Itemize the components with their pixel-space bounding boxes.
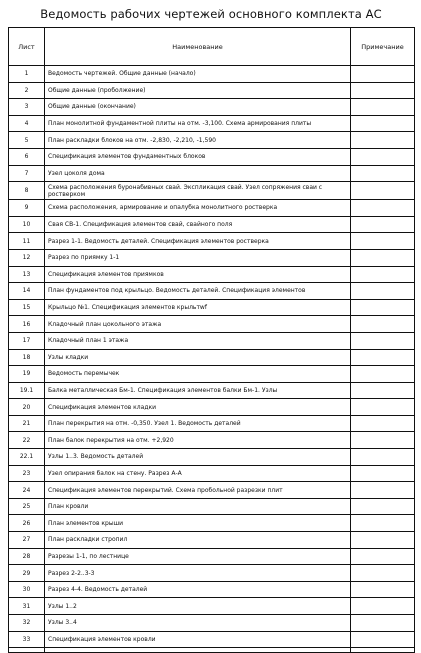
- row-name: Кладочный план 1 этажа: [45, 332, 351, 349]
- table-row: [9, 465, 415, 482]
- row-note: [351, 548, 415, 565]
- table-row: [9, 498, 415, 515]
- row-sheet-number: 15: [9, 299, 45, 316]
- row-note: [351, 415, 415, 432]
- table-row: [9, 399, 415, 416]
- row-sheet-number: 21: [9, 415, 45, 432]
- row-name: Разрез по приямку 1-1: [45, 249, 351, 266]
- row-note: [351, 515, 415, 532]
- row-name: Спецификация элементов перекрытий. Схема пробольной разрезки плит: [45, 482, 351, 499]
- row-note: [351, 200, 415, 217]
- row-note: [351, 399, 415, 416]
- page-title: Ведомость рабочих чертежей основного комплекта АС: [40, 7, 382, 21]
- drawings-table: [8, 27, 415, 653]
- table-row: [9, 532, 415, 549]
- row-note: [351, 283, 415, 300]
- table-row: [9, 449, 415, 466]
- table-row: [9, 182, 415, 200]
- row-name: Разрез 4-4. Ведомость деталей: [45, 581, 351, 598]
- row-sheet-number: 29: [9, 565, 45, 582]
- row-note: [351, 349, 415, 366]
- row-name: План раскладки стропил: [45, 532, 351, 549]
- row-sheet-number: 23: [9, 465, 45, 482]
- row-name: План балок перекрытия на отм. +2,920: [45, 432, 351, 449]
- row-note: [351, 82, 415, 99]
- row-note: [351, 66, 415, 83]
- table-row: [9, 266, 415, 283]
- table-row: [9, 66, 415, 83]
- row-name: Спецификация элементов фундаментных блоков: [45, 148, 351, 165]
- row-name: План перекрытия на отм. -0,350. Узел 1. Ведомость деталей: [45, 415, 351, 432]
- row-name: Узел опирания балок на стену. Разрез А-А: [45, 465, 351, 482]
- table-row: [9, 415, 415, 432]
- table-row: [9, 200, 415, 217]
- row-note: [351, 615, 415, 632]
- row-sheet-number: 32: [9, 615, 45, 632]
- row-sheet-number: 19: [9, 366, 45, 383]
- table-row: [9, 631, 415, 648]
- row-name: Балка металлическая Бм-1. Спецификация элементов балки Бм-1. Узлы: [45, 382, 351, 399]
- row-sheet-number: 18: [9, 349, 45, 366]
- row-note: [351, 498, 415, 515]
- row-note: [351, 631, 415, 648]
- row-name: Спецификация элементов приямков: [45, 266, 351, 283]
- table-row: [9, 233, 415, 250]
- row-name: Узлы 1..2: [45, 598, 351, 615]
- row-note: [351, 532, 415, 549]
- row-sheet-number: 7: [9, 165, 45, 182]
- row-sheet-number: 22: [9, 432, 45, 449]
- table-row: [9, 249, 415, 266]
- row-sheet-number: 14: [9, 283, 45, 300]
- row-sheet-number: 11: [9, 233, 45, 250]
- table-row: [9, 99, 415, 116]
- row-sheet-number: 22.1: [9, 449, 45, 466]
- header-note: Примечание: [351, 28, 415, 66]
- row-note: [351, 465, 415, 482]
- row-note: [351, 366, 415, 383]
- row-sheet-number: 2: [9, 82, 45, 99]
- table-row: [9, 115, 415, 132]
- table-row: [9, 598, 415, 615]
- table-row: [9, 515, 415, 532]
- row-sheet-number: 12: [9, 249, 45, 266]
- row-note: [351, 332, 415, 349]
- table-row: [9, 132, 415, 149]
- row-sheet-number: 25: [9, 498, 45, 515]
- row-note: [351, 132, 415, 149]
- table-row: [9, 366, 415, 383]
- row-name: Узлы кладки: [45, 349, 351, 366]
- row-sheet-number: 9: [9, 200, 45, 217]
- row-name: Узел цоколя дома: [45, 165, 351, 182]
- row-note: [351, 482, 415, 499]
- row-sheet-number: 30: [9, 581, 45, 598]
- row-sheet-number: 27: [9, 532, 45, 549]
- table-body: [9, 66, 415, 653]
- row-note: [351, 598, 415, 615]
- table-row: [9, 581, 415, 598]
- row-sheet-number: 13: [9, 266, 45, 283]
- row-sheet-number: 31: [9, 598, 45, 615]
- row-name: План фундаментов под крыльцо. Ведомость деталей. Спецификация элементов: [45, 283, 351, 300]
- row-note: [351, 165, 415, 182]
- row-sheet-number: 20: [9, 399, 45, 416]
- row-sheet-number: 19.1: [9, 382, 45, 399]
- row-name: Узлы 1..3. Ведомость деталей: [45, 449, 351, 466]
- row-note: [351, 266, 415, 283]
- row-note: [351, 99, 415, 116]
- row-note: [351, 382, 415, 399]
- table-row: [9, 332, 415, 349]
- row-name: Узлы 3..4: [45, 615, 351, 632]
- row-name: План раскладки блоков на отм. -2,830, -2,210, -1,590: [45, 132, 351, 149]
- table-row: [9, 148, 415, 165]
- row-note: [351, 432, 415, 449]
- table-row: [9, 299, 415, 316]
- header-sheet: Лист: [9, 28, 45, 66]
- row-sheet-number: 10: [9, 216, 45, 233]
- row-name: План монолитной фундаментной плиты на отм. -3,100. Схема армирования плиты: [45, 115, 351, 132]
- row-name: Спецификация элементов кровли: [45, 631, 351, 648]
- table-row: [9, 82, 415, 99]
- table-row: [9, 316, 415, 333]
- row-name: Ведомость перемычек: [45, 366, 351, 383]
- table-row: [9, 165, 415, 182]
- table-row: [9, 216, 415, 233]
- row-note: [351, 233, 415, 250]
- row-name: План элементов крыши: [45, 515, 351, 532]
- row-note: [351, 148, 415, 165]
- row-name: Свая СВ-1. Спецификация элементов свай, свайного поля: [45, 216, 351, 233]
- table-row: [9, 382, 415, 399]
- row-name: Схема расположения, армирование и опалубка монолитного ростверка: [45, 200, 351, 217]
- row-sheet-number: 33: [9, 631, 45, 648]
- row-note: [351, 316, 415, 333]
- empty-cell: [9, 648, 45, 653]
- row-note: [351, 216, 415, 233]
- row-sheet-number: 5: [9, 132, 45, 149]
- row-note: [351, 449, 415, 466]
- empty-cell: [351, 648, 415, 653]
- row-sheet-number: 17: [9, 332, 45, 349]
- row-note: [351, 182, 415, 200]
- table-row: [9, 482, 415, 499]
- row-note: [351, 565, 415, 582]
- row-name: Разрезы 1-1, по лестнице: [45, 548, 351, 565]
- row-sheet-number: 4: [9, 115, 45, 132]
- table-row: [9, 548, 415, 565]
- row-name: Крыльцо №1. Спецификация элементов крыльтwf: [45, 299, 351, 316]
- table-row: [9, 283, 415, 300]
- row-name: Кладочный план цокольного этажа: [45, 316, 351, 333]
- row-note: [351, 249, 415, 266]
- table-row: [9, 565, 415, 582]
- row-note: [351, 299, 415, 316]
- row-name: Общие данные (окончание): [45, 99, 351, 116]
- document-sheet: [8, 3, 414, 643]
- table-header-row: [9, 28, 415, 66]
- row-note: [351, 115, 415, 132]
- row-sheet-number: 24: [9, 482, 45, 499]
- row-note: [351, 581, 415, 598]
- row-sheet-number: 1: [9, 66, 45, 83]
- row-name: План кровли: [45, 498, 351, 515]
- row-name: Разрез 1-1. Ведомость деталей. Спецификация элементов ростверка: [45, 233, 351, 250]
- header-name: Наименование: [45, 28, 351, 66]
- table-row: [9, 615, 415, 632]
- row-sheet-number: 3: [9, 99, 45, 116]
- row-name: Разрез 2-2..3-3: [45, 565, 351, 582]
- row-sheet-number: 26: [9, 515, 45, 532]
- row-sheet-number: 16: [9, 316, 45, 333]
- empty-cell: [45, 648, 351, 653]
- row-name: Спецификация элементов кладки: [45, 399, 351, 416]
- row-name: Общие данные (проболжение): [45, 82, 351, 99]
- table-row: [9, 432, 415, 449]
- row-sheet-number: 28: [9, 548, 45, 565]
- row-sheet-number: 6: [9, 148, 45, 165]
- row-name: Схема расположения буронабивных свай. Экспликация свай. Узел сопряжения сваи с ростверком: [45, 182, 351, 200]
- row-name: Ведомость чертежей. Общие данные (начало): [45, 66, 351, 83]
- row-sheet-number: 8: [9, 182, 45, 200]
- table-row-empty: [9, 648, 415, 653]
- table-row: [9, 349, 415, 366]
